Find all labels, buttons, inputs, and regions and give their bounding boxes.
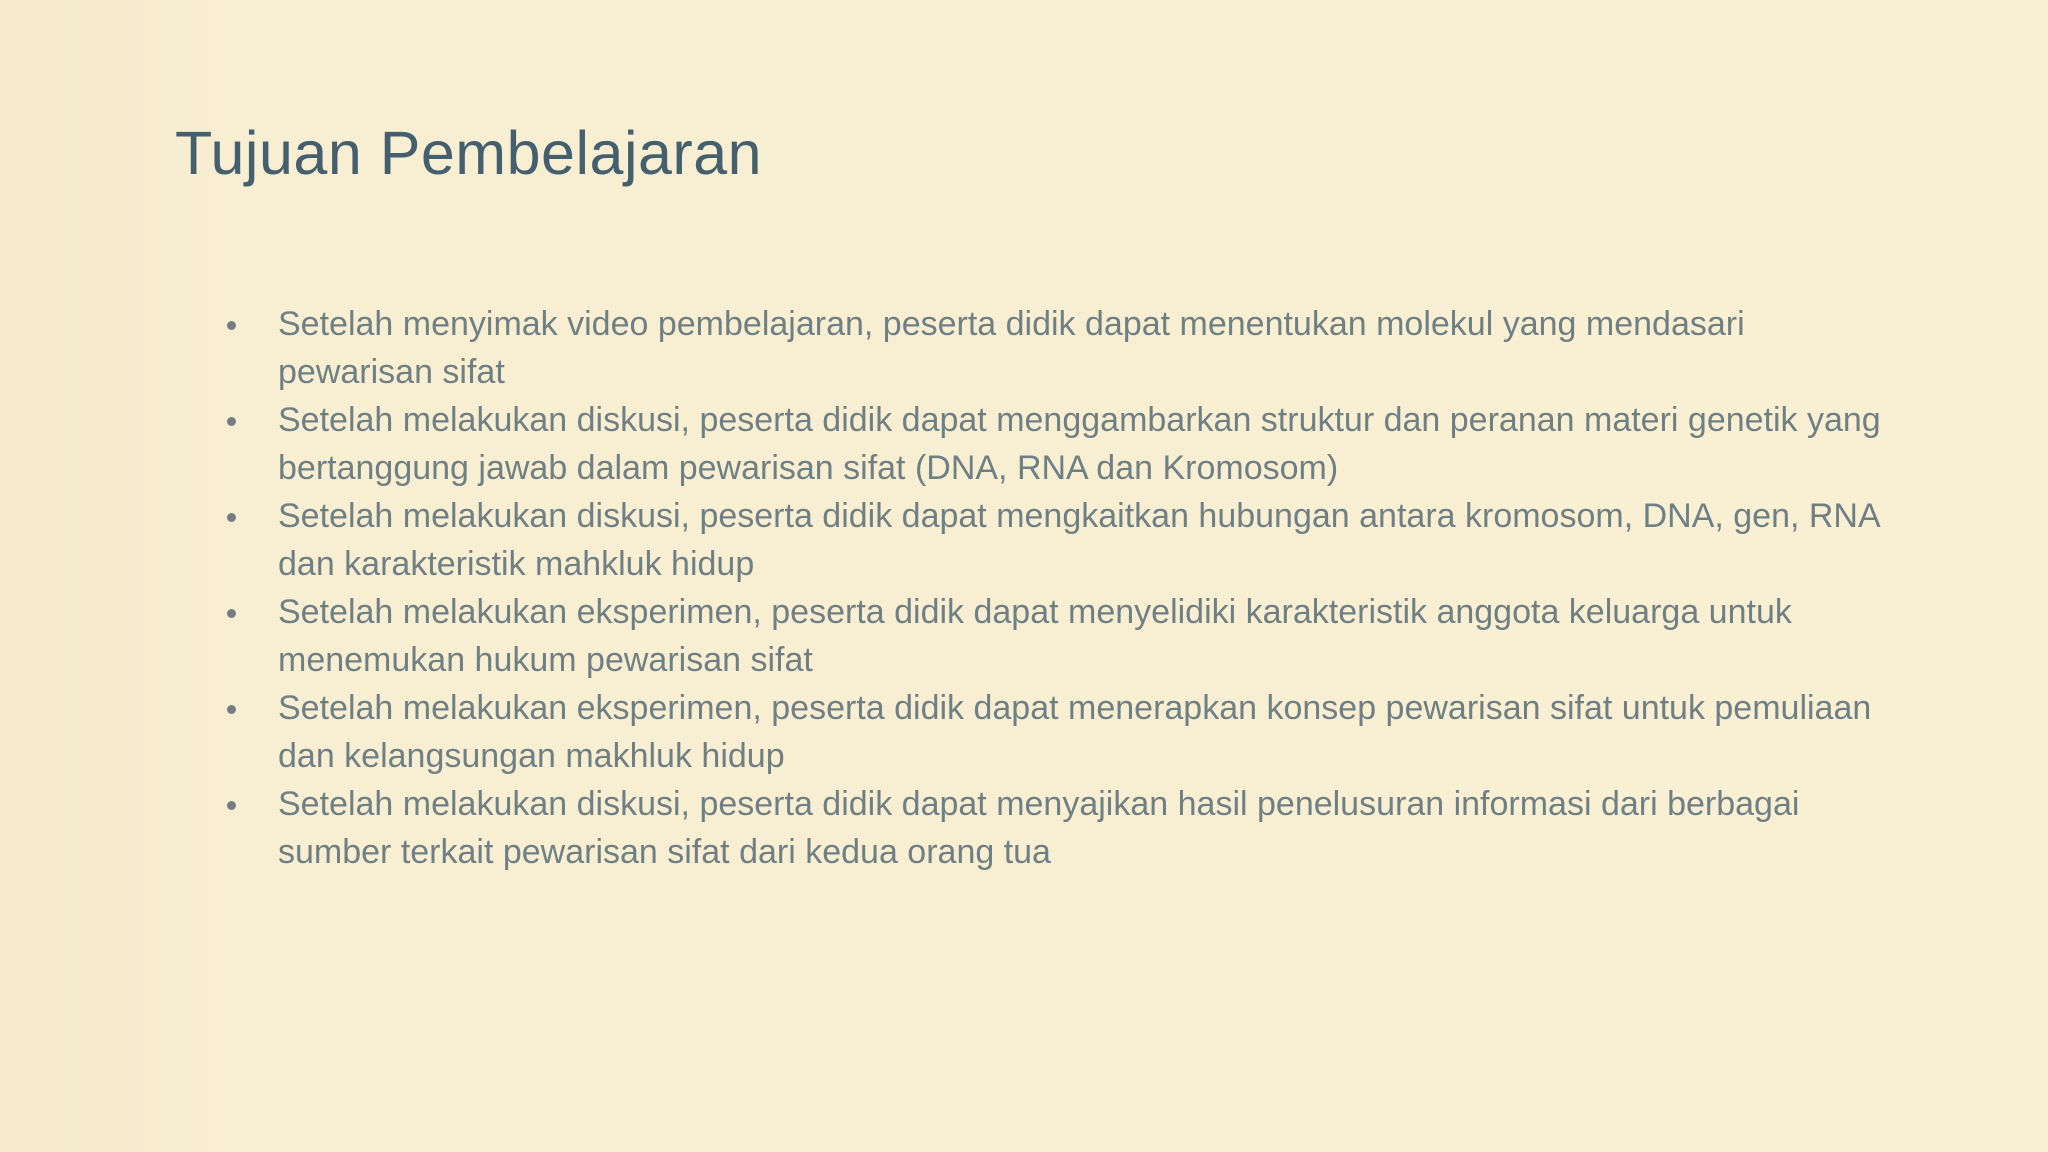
list-item bbox=[225, 588, 1885, 684]
list-item bbox=[225, 396, 1885, 492]
list-item-text: Setelah melakukan diskusi, peserta didik dapat menyajikan hasil penelusuran informasi dari berbagai sumber terkait pewarisan sifat dari kedua orang tua bbox=[278, 785, 1800, 871]
bullet-icon bbox=[227, 321, 236, 330]
bullet-icon bbox=[227, 513, 236, 522]
list-item-text: Setelah melakukan diskusi, peserta didik dapat menggambarkan struktur dan peranan materi genetik yang bertanggung jawab dalam pewarisan sifat (DNA, RNA dan Kromosom) bbox=[278, 401, 1881, 487]
slide-title: Tujuan Pembelajaran bbox=[175, 119, 763, 187]
list-item-text: Setelah melakukan diskusi, peserta didik dapat mengkaitkan hubungan antara kromosom, DNA, gen, RNA dan karakteristik mahkluk hidup bbox=[278, 497, 1879, 583]
list-item-text: Setelah menyimak video pembelajaran, peserta didik dapat menentukan molekul yang mendasari pewarisan sifat bbox=[278, 305, 1745, 391]
list-item bbox=[225, 492, 1885, 588]
bullet-icon bbox=[227, 801, 236, 810]
list-item bbox=[225, 780, 1885, 876]
bullet-icon bbox=[227, 609, 236, 618]
list-item-text: Setelah melakukan eksperimen, peserta didik dapat menerapkan konsep pewarisan sifat untuk pemuliaan dan kelangsungan makhluk hidup bbox=[278, 689, 1872, 775]
learning-objectives-list bbox=[225, 300, 1885, 876]
list-item bbox=[225, 684, 1885, 780]
bullet-icon bbox=[227, 417, 236, 426]
list-item bbox=[225, 300, 1885, 396]
list-item-text: Setelah melakukan eksperimen, peserta didik dapat menyelidiki karakteristik anggota keluarga untuk menemukan hukum pewarisan sifat bbox=[278, 593, 1792, 679]
bullet-icon bbox=[227, 705, 236, 714]
